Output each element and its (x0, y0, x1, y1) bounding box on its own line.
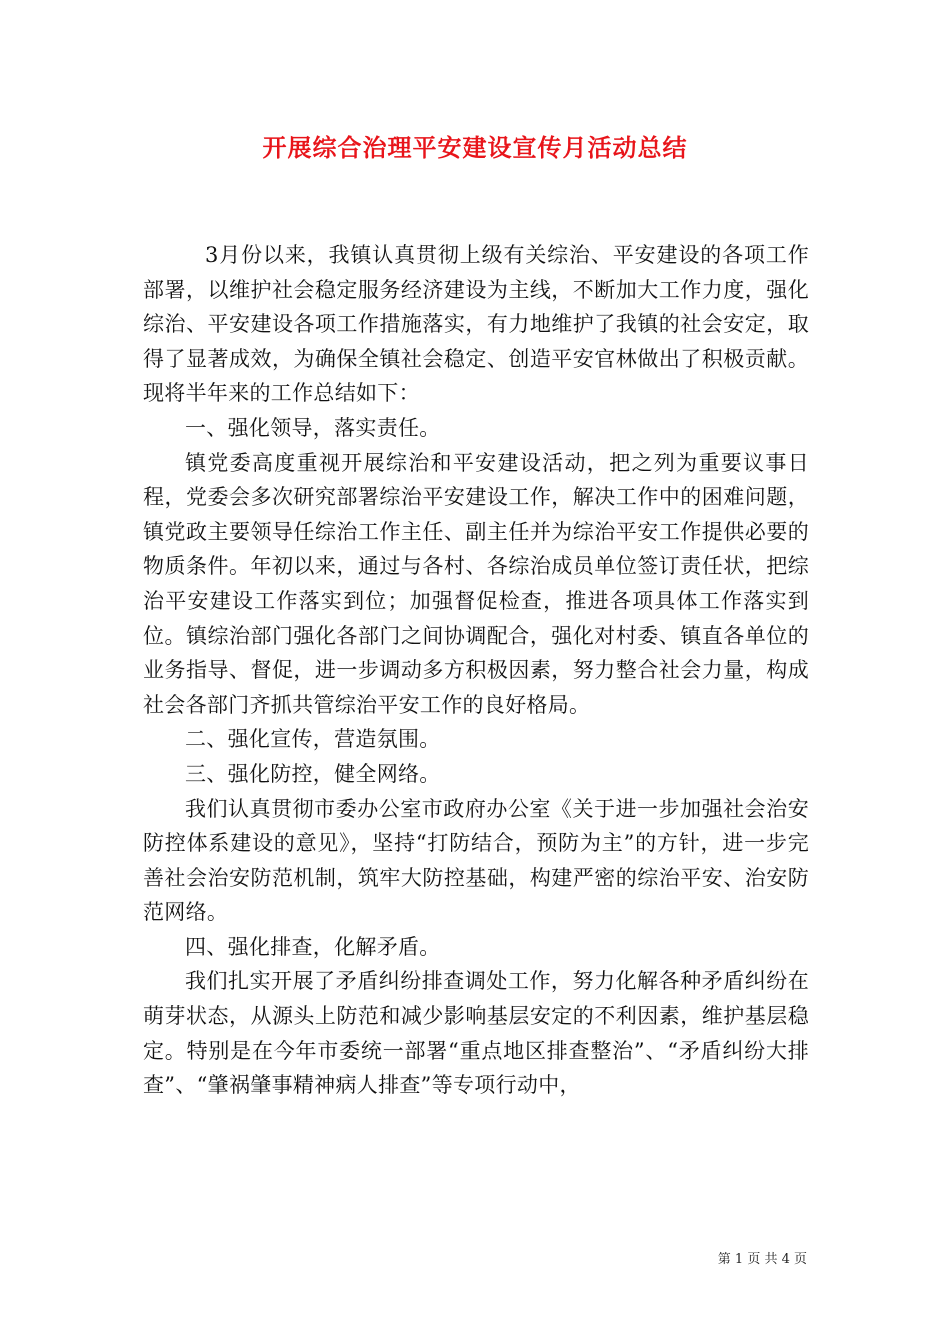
document-title: 开展综合治理平安建设宣传月活动总结 (262, 133, 688, 162)
heading-section-3: 三、强化防控，健全网络。 (185, 761, 441, 786)
paragraph-section-4: 我们扎实开展了矛盾纠纷排查调处工作，努力化解各种矛盾纠纷在萌芽状态，从源头上防范和减少影响基层安定的不利因素，维护基层稳定。特别是在今年市委统一部署“重点地区排查整治”、“矛盾纠纷大排查”、“肇祸肇事精神病人排查”等专项行动中， (143, 969, 809, 1098)
document-body (143, 238, 809, 1103)
paragraph-section-3: 我们认真贯彻市委办公室市政府办公室《关于进一步加强社会治安防控体系建设的意见》，坚持“打防结合，预防为主”的方针，进一步完善社会治安防范机制，筑牢大防控基础，构建严密的综治平安、治安防范网络。 (143, 796, 809, 925)
page-number-footer: 第 1 页 共 4 页 (717, 1252, 807, 1267)
heading-section-4: 四、强化排查，化解矛盾。 (185, 934, 441, 959)
heading-section-1: 一、强化领导，落实责任。 (185, 415, 441, 440)
paragraph-intro: 3月份以来，我镇认真贯彻上级有关综治、平安建设的各项工作部署，以维护社会稳定服务经济建设为主线，不断加大工作力度，强化综治、平安建设各项工作措施落实，有力地维护了我镇的社会安定，取得了显著成效，为确保全镇社会稳定、创造平安官林做出了积极贡献。现将半年来的工作总结如下： (143, 243, 809, 406)
paragraph-section-1: 镇党委高度重视开展综治和平安建设活动，把之列为重要议事日程，党委会多次研究部署综治平安建设工作，解决工作中的困难问题，镇党政主要领导任综治工作主任、副主任并为综治平安工作提供必要的物质条件。年初以来，通过与各村、各综治成员单位签订责任状，把综治平安建设工作落实到位；加强督促检查，推进各项具体工作落实到位。镇综治部门强化各部门之间协调配合，强化对村委、镇直各单位的业务指导、督促，进一步调动多方积极因素，努力整合社会力量，构成社会各部门齐抓共管综治平安工作的良好格局。 (143, 450, 809, 717)
heading-section-2: 二、强化宣传，营造氛围。 (185, 727, 441, 752)
